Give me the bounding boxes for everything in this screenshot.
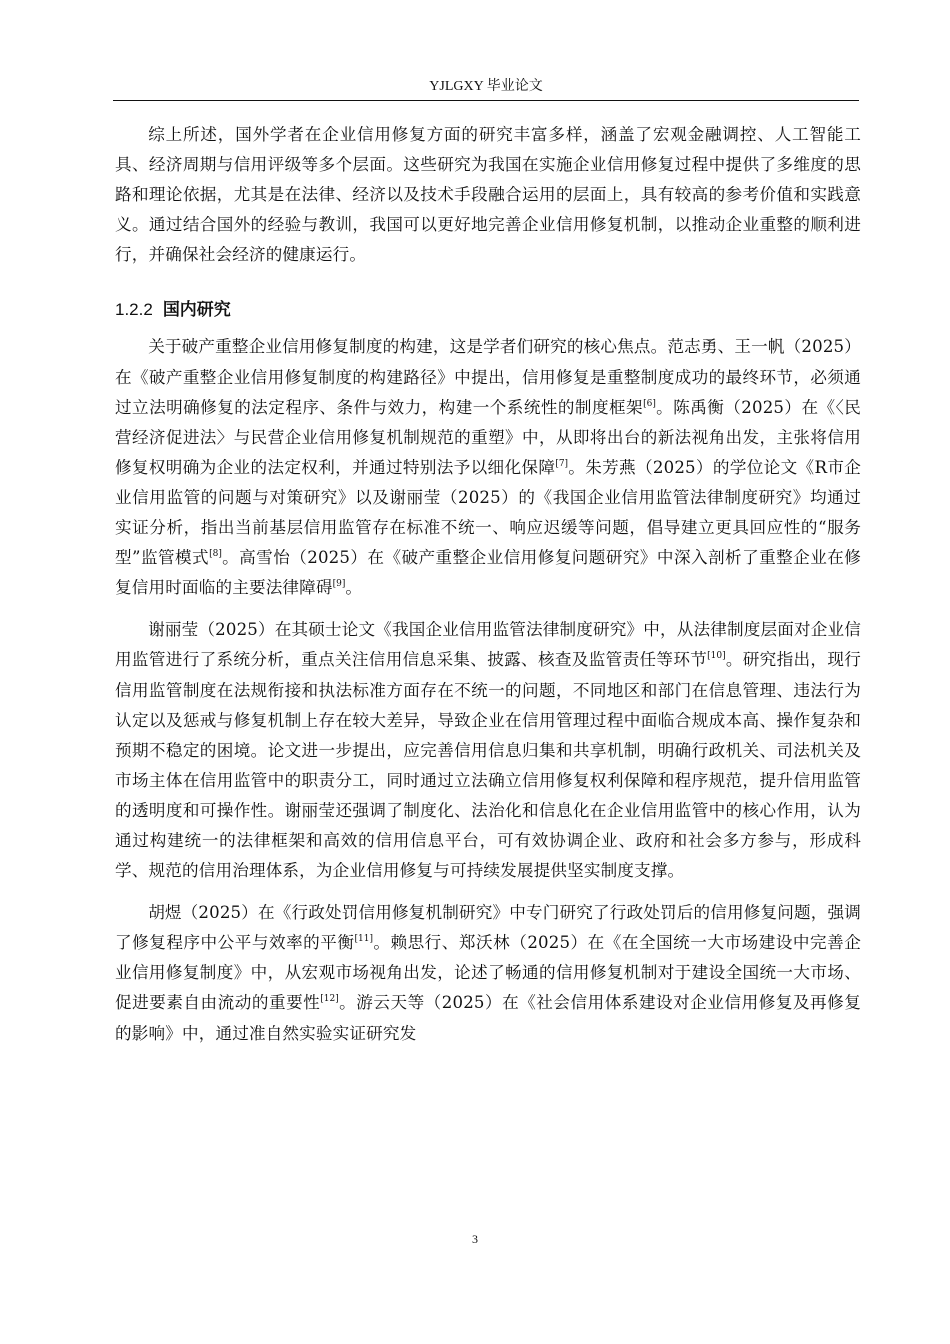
citation-9: [9] [332,579,346,590]
citation-12: [12] [320,994,339,1005]
paragraph-foreign-summary: 综上所述，国外学者在企业信用修复方面的研究丰富多样，涵盖了宏观金融调控、人工智能工具、经济周期与信用评级等多个层面。这些研究为我国在实施企业信用修复过程中提供了多维度的思路和理论依据，尤其是在法律、经济以及技术手段融合运用的层面上，具有较高的参考价值和实践意义。通过结合国外的经验与教训，我国可以更好地完善企业信用修复机制，以推动企业重整的顺利进行，并确保社会经济的健康运行。 [115,125,861,265]
paragraph-credit-supervision-law [115,615,861,886]
document-body [115,120,861,1049]
paragraph-text: 。朱芳燕（2025）的学位论文《R市企业信用监管的问题与对策研究》以及谢丽莹（2025）的《我国企业信用监管法律制度研究》均通过实证分析，指出当前基层信用监管存在标准不统一、响应迟缓等问题，倡导建立更具回应性的“服务型”监管模式 [115,457,862,568]
paragraph-text: 胡煜（2025）在《行政处罚信用修复机制研究》中专门研究了行政处罚后的信用修复问题，强调了修复程序中公平与效率的平衡 [115,903,861,953]
page-number: 3 [472,1232,478,1246]
paragraph-text: 。陈禹衡（2025）在《〈民营经济促进法〉与民营企业信用修复机制规范的重塑》中，从即将出台的新法视角出发，主张将信用修复权明确为企业的法定权利，并通过特别法予以细化保障 [115,397,861,477]
paragraph-text: 关于破产重整企业信用修复制度的构建，这是学者们研究的核心焦点。范志勇、王一帆（2025）在《破产重整企业信用修复制度的构建路径》中提出，信用修复是重整制度成功的最终环节，必须通过立法明确修复的法定程序、条件与效力，构建一个系统性的制度框架 [115,337,861,417]
paragraph-bankruptcy-reorganization [115,332,861,603]
paragraph-text: 。赖思行、郑沃林（2025）在《在全国统一大市场建设中完善企业信用修复制度》中，从宏观市场视角出发，论述了畅通的信用修复机制对于建设全国统一大市场、促进要素自由流动的重要性 [115,933,861,1013]
section-heading [115,282,861,338]
paragraph-text: 谢丽莹（2025）在其硕士论文《我国企业信用监管法律制度研究》中，从法律制度层面对企业信用监管进行了系统分析，重点关注信用信息采集、披露、核查及监管责任等环节 [115,620,861,670]
page-header-title: YJLGXY 毕业论文 [429,79,543,94]
paragraph-administrative-penalty [115,898,861,1048]
paragraph-text: 。 [345,578,363,598]
citation-11: [11] [354,934,373,945]
paragraph-text: 。研究指出，现行信用监管制度在法规衔接和执法标准方面存在不统一的问题，不同地区和部门在信息管理、违法行为认定以及惩戒与修复机制上存在较大差异，导致企业在信用管理过程中面临合规成本高、操作复杂和预期不稳定的困境。论文进一步提出，应完善信用信息归集和共享机制，明确行政机关、司法机关及市场主体在信用监管中的职责分工，同时通过立法确立信用修复权利保障和程序规范，提升信用监管的透明度和可操作性。谢丽莹还强调了制度化、法治化和信息化在企业信用监管中的核心作用，认为通过构建统一的法律框架和高效的信用信息平台，可有效协调企业、政府和社会多方参与，形成科学、规范的信用治理体系，为企业信用修复与可持续发展提供坚实制度支撑。 [115,650,862,881]
citation-6: [6] [643,398,656,409]
paragraph-text: 。高雪怡（2025）在《破产重整企业信用修复问题研究》中深入剖析了重整企业在修复信用时面临的主要法律障碍 [115,548,861,598]
citation-10: [10] [707,651,726,662]
section-title: 国内研究 [162,300,231,321]
citation-7: [7] [555,458,569,469]
section-number: 1.2.2 [115,300,153,320]
citation-8: [8] [209,549,222,560]
header-divider [113,100,859,101]
paragraph-text: 。游云天等（2025）在《社会信用体系建设对企业信用修复及再修复的影响》中，通过准自然实验实证研究发 [115,993,861,1043]
